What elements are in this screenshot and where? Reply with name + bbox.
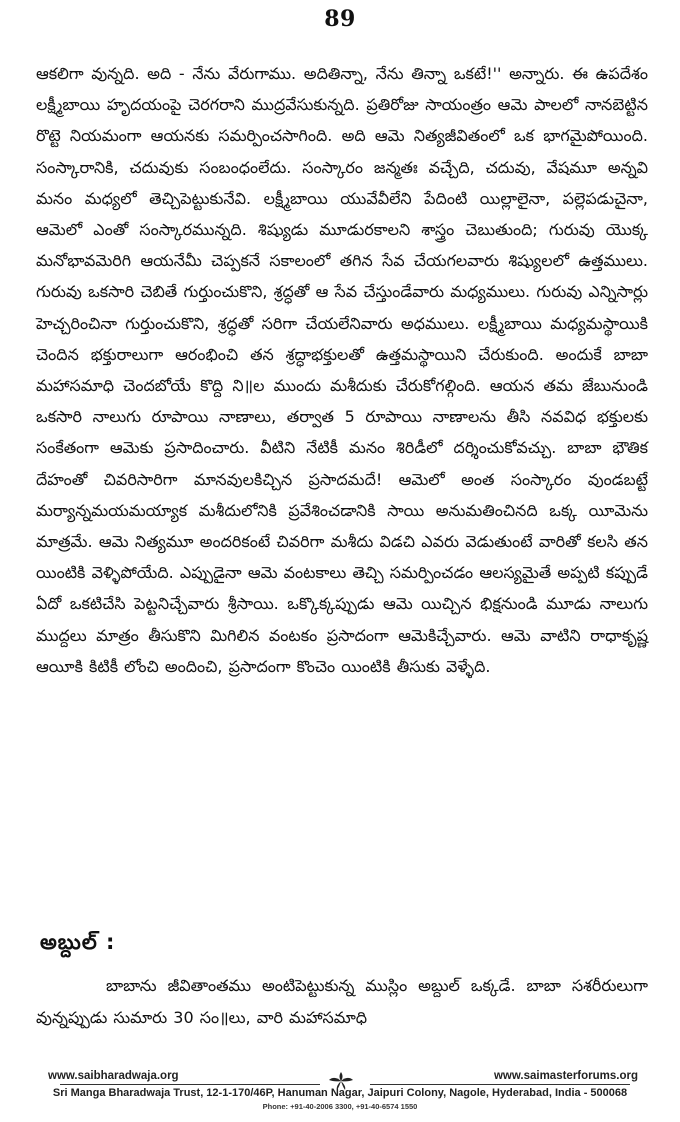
page-number: 89 (324, 6, 356, 32)
footer-url-right[interactable]: www.saimasterforums.org (493, 1070, 638, 1082)
footer-address: Sri Manga Bharadwaja Trust, 12-1-170/46P, Hanuman Nagar, Jaipuri Colony, Nagole, Hyderabad, India - 500068 (52, 1087, 628, 1099)
body-text (36, 58, 648, 682)
footer-url-left[interactable]: www.saibharadwaja.org (48, 1070, 179, 1082)
footer-divider-right (370, 1084, 630, 1085)
body-paragraph: ఆకలిగా వున్నది. అది - నేను వేరుగాము. అదితిన్నా, నేను తిన్నా ఒకటే!'' అన్నారు. ఈ ఉపదేశం లక్ష్మీబాయి హృదయంపై చెరగరాని ముద్రవేసుకున్నది. ప్రతిరోజు సాయంత్రం ఆమె పాలలో నానబెట్టిన రొట్టె నియమంగా ఆయనకు సమర్పించసాగింది. అది ఆమె నిత్యజీవితంలో ఒక భాగమైపోయింది. సంస్కారానికి, చదువుకు సంబంధంలేదు. సంస్కారం జన్మతః వచ్చేది, చదువు, వేషమూ అన్నవి మనం మధ్యలో తెచ్చిపెట్టుకునేవి. లక్ష్మీబాయి యువేవీలేని పేదింటి యిల్లాలైనా, పల్లెపడుచైనా, ఆమెలో ఎంతో సంస్కారమున్నది. శిష్యుడు మూడురకాలని శాస్త్రం చెబుతుంది; గురువు యొక్క మనోభావమెరిగి ఆయనేమీ చెప్పకనే సకాలంలో తగిన సేవ చేయగలవారు శిష్యులలో ఉత్తములు. గురువు ఒకసారి చెబితే గుర్తుంచుకొని, శ్రద్ధతో ఆ సేవ చేస్తుండేవారు మధ్యములు. గురువు ఎన్నిసార్లు హెచ్చరించినా గుర్తుంచుకొని, శ్రద్ధతో సరిగా చేయలేనివారు అధములు. లక్ష్మీబాయి మధ్యమస్థాయికి చెందిన భక్తురాలుగా ఆరంభించి తన శ్రద్ధాభక్తులతో ఉత్తమస్థాయిని చేరుకుంది. అందుకే బాబా మహాసమాధి చెందబోయే కొద్ది ని॥ల ముందు మశీదుకు చేరుకోగల్గింది. ఆయన తమ జేబునుండి ఒకసారి నాలుగు రూపాయి నాణాలు, తర్వాత 5 రూపాయి నాణాలను తీసి నవవిధ భక్తులకు సంకేతంగా ఆమెకు ప్రసాదించారు. వీటిని నేటికీ మనం శిరిడీలో దర్శించుకోవచ్చు. బాబా భౌతిక దేహంతో చివరిసారిగా మానవులకిచ్చిన ప్రసాదమదే! ఆమెలో అంత సంస్కారం వుండబట్టే మర్యాన్నమయమయ్యాక మశీదులోనికి ప్రవేశించడానికి సాయి అనుమతించినది ఒక్క యీమెను మాత్రమే. ఆమె నిత్యమూ అందరికంటే చివరిగా మశీదు విడచి ఎవరు వెడుతుంటే వారితో కలసి తన యింటికి వెళ్ళిపోయేది. ఎప్పుడైనా ఆమె వంటకాలు తెచ్చి సమర్పించడం ఆలస్యమైతే అప్పటి కప్పుడే ఏదో ఒకటిచేసి పెట్టనిచ్చేవారు శ్రీసాయి. ఒక్కొక్కప్పుడు ఆమె యిచ్చిన భిక్షనుండి మూడు నాలుగు ముద్దలు మాత్రం తీసుకొని మిగిలిన వంటకం ప్రసాదంగా ఆమెకిచ్చేవారు. ఆమె వాటిని రాధాకృష్ణ ఆయీకి కిటికీ లోంచి అందించి, ప్రసాదంగా కొంచెం యింటికి తీసుకు వెళ్ళేది. (36, 64, 648, 676)
section-heading: అబ్దుల్ : (40, 930, 116, 954)
footer-divider-left (60, 1084, 320, 1085)
footer-top-row (30, 1070, 650, 1086)
footer-phone: Phone: +91-40-2006 3300, +91-40-6574 1550 (262, 1102, 418, 1111)
footer (30, 1070, 650, 1120)
section-paragraph: బాబాను జీవితాంతము అంటిపెట్టుకున్న ముస్లిం అబ్దుల్ ఒక్కడే. బాబా సశరీరులుగా వున్నప్పుడు సుమారు 30 సం॥లు, వారి మహాసమాధి (36, 976, 648, 1027)
